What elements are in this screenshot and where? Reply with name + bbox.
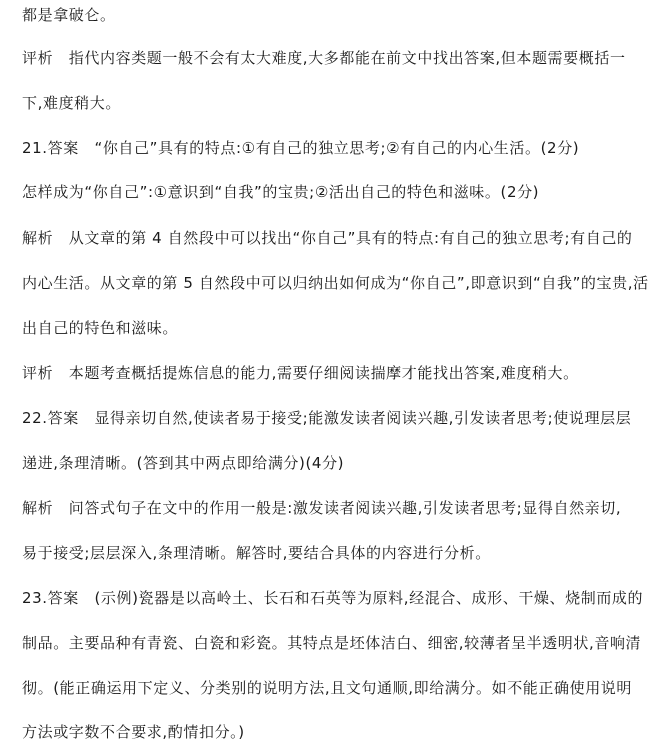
- text-line: 方法或字数不合要求,酌情扣分。): [22, 723, 245, 741]
- text-line: 易于接受;层层深入,条理清晰。解答时,要结合具体的内容进行分析。: [22, 544, 491, 562]
- text-line: 内心生活。从文章的第 5 自然段中可以归纳出如何成为“你自己”,即意识到“自我”的宝贵,活: [22, 274, 649, 292]
- text-line: 递进,条理清晰。(答到其中两点即给满分)(4分): [22, 454, 345, 472]
- text-line: 解析 从文章的第 4 自然段中可以找出“你自己”具有的特点:有自己的独立思考;有自己的: [22, 229, 633, 247]
- text-line: 22.答案 显得亲切自然,使读者易于接受;能激发读者阅读兴趣,引发读者思考;使说理层层: [22, 409, 632, 427]
- text-line: 23.答案 (示例)瓷器是以高岭土、长石和石英等为原料,经混合、成形、干燥、烧制而成的: [22, 589, 644, 607]
- text-line: 怎样成为“你自己”:①意识到“自我”的宝贵;②活出自己的特色和滋味。(2分): [22, 183, 540, 201]
- text-line: 制品。主要品种有青瓷、白瓷和彩瓷。其特点是坯体洁白、细密,较薄者呈半透明状,音响清: [22, 634, 642, 652]
- text-line: 彻。(能正确运用下定义、分类别的说明方法,且文句通顺,即给满分。如不能正确使用说明: [22, 679, 632, 697]
- text-line: 出自己的特色和滋味。: [22, 319, 179, 337]
- text-line: 解析 问答式句子在文中的作用一般是:激发读者阅读兴趣,引发读者思考;显得自然亲切,: [22, 499, 622, 517]
- text-line: 评析 指代内容类题一般不会有太大难度,大多都能在前文中找出答案,但本题需要概括一: [22, 49, 626, 67]
- text-line: 评析 本题考查概括提炼信息的能力,需要仔细阅读揣摩才能找出答案,难度稍大。: [22, 364, 579, 382]
- text-line: 都是拿破仑。: [22, 6, 116, 24]
- text-line: 21.答案 “你自己”具有的特点:①有自己的独立思考;②有自己的内心生活。(2分): [22, 139, 580, 157]
- text-line: 下,难度稍大。: [22, 94, 121, 112]
